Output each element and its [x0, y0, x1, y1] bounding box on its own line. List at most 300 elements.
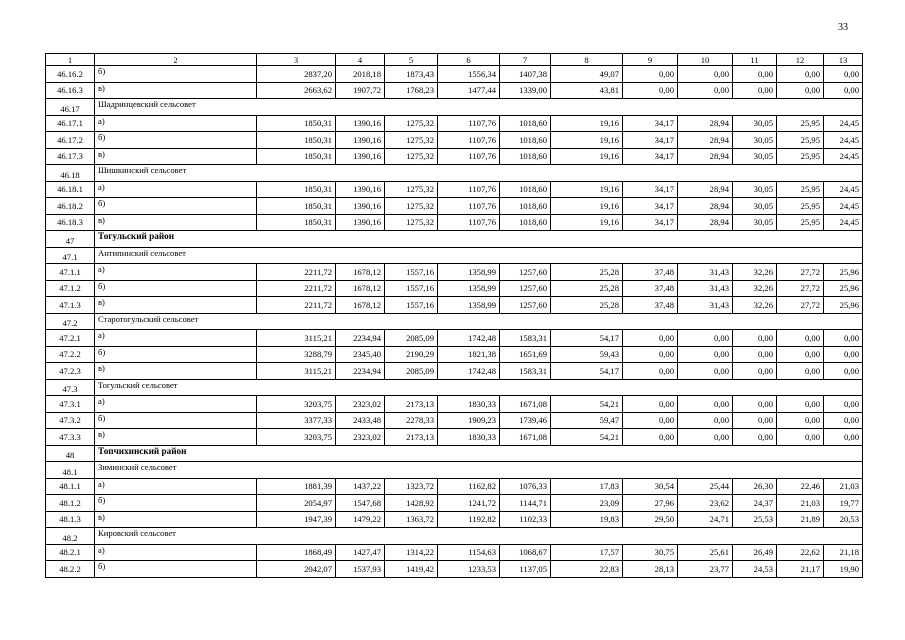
value-cell: 0,00	[678, 346, 733, 363]
column-header: 3	[257, 54, 336, 66]
value-cell: 3203,75	[257, 396, 336, 413]
table-row	[46, 181, 863, 198]
value-cell: 0,00	[623, 363, 678, 380]
value-cell: 25,28	[551, 264, 623, 281]
value-cell: 0,00	[777, 363, 824, 380]
section-code: 48.1	[46, 462, 95, 479]
value-cell: 25,95	[777, 198, 824, 215]
section-row	[46, 313, 863, 330]
value-cell: 0,00	[733, 412, 777, 429]
value-cell: 1830,33	[438, 429, 500, 446]
value-cell: 28,94	[678, 148, 733, 165]
value-cell: 1275,32	[385, 214, 438, 231]
value-cell: 1363,72	[385, 511, 438, 528]
value-cell: 0,00	[623, 412, 678, 429]
row-variant: в)	[95, 363, 257, 380]
row-code: 47.1.2	[46, 280, 95, 297]
value-cell: 28,94	[678, 132, 733, 149]
value-cell: 2085,09	[385, 330, 438, 347]
value-cell: 1257,60	[500, 297, 551, 314]
value-cell: 3288,79	[257, 346, 336, 363]
value-cell: 1107,76	[438, 132, 500, 149]
row-variant: а)	[95, 396, 257, 413]
value-cell: 37,48	[623, 264, 678, 281]
value-cell: 1339,00	[500, 82, 551, 99]
value-cell: 1428,92	[385, 495, 438, 512]
value-cell: 1850,31	[257, 132, 336, 149]
row-variant: б)	[95, 561, 257, 578]
table-row	[46, 346, 863, 363]
table-row	[46, 66, 863, 83]
section-code: 47.1	[46, 247, 95, 264]
value-cell: 19,83	[551, 511, 623, 528]
value-cell: 32,26	[733, 264, 777, 281]
value-cell: 1107,76	[438, 198, 500, 215]
table-body	[46, 66, 863, 578]
value-cell: 25,61	[678, 544, 733, 561]
value-cell: 1358,99	[438, 264, 500, 281]
table-row	[46, 264, 863, 281]
value-cell: 1909,23	[438, 412, 500, 429]
section-title: Тогульский сельсовет	[95, 379, 863, 396]
section-code: 46.18	[46, 165, 95, 182]
value-cell: 0,00	[824, 346, 863, 363]
value-cell: 25,95	[777, 181, 824, 198]
row-variant: б)	[95, 280, 257, 297]
value-cell: 32,26	[733, 280, 777, 297]
value-cell: 1479,22	[336, 511, 385, 528]
row-code: 47.2.2	[46, 346, 95, 363]
value-cell: 0,00	[678, 66, 733, 83]
value-cell: 19,16	[551, 198, 623, 215]
value-cell: 0,00	[623, 429, 678, 446]
value-cell: 0,00	[733, 396, 777, 413]
value-cell: 21,03	[824, 478, 863, 495]
value-cell: 2323,02	[336, 396, 385, 413]
value-cell: 19,16	[551, 181, 623, 198]
value-cell: 1407,38	[500, 66, 551, 83]
tariff-table	[45, 53, 863, 578]
value-cell: 1742,48	[438, 363, 500, 380]
value-cell: 28,13	[623, 561, 678, 578]
row-code: 46.18.3	[46, 214, 95, 231]
table-row	[46, 363, 863, 380]
value-cell: 0,00	[678, 412, 733, 429]
table-row	[46, 544, 863, 561]
value-cell: 1821,38	[438, 346, 500, 363]
value-cell: 1557,16	[385, 297, 438, 314]
value-cell: 28,94	[678, 115, 733, 132]
value-cell: 1768,23	[385, 82, 438, 99]
district-code: 48	[46, 445, 95, 462]
section-row	[46, 247, 863, 264]
value-cell: 1557,16	[385, 280, 438, 297]
table-row	[46, 214, 863, 231]
value-cell: 21,89	[777, 511, 824, 528]
value-cell: 2433,48	[336, 412, 385, 429]
table-row	[46, 132, 863, 149]
value-cell: 0,00	[824, 66, 863, 83]
value-cell: 54,21	[551, 396, 623, 413]
value-cell: 25,28	[551, 297, 623, 314]
column-header: 4	[336, 54, 385, 66]
value-cell: 2234,94	[336, 363, 385, 380]
value-cell: 24,45	[824, 148, 863, 165]
value-cell: 1107,76	[438, 148, 500, 165]
value-cell: 23,77	[678, 561, 733, 578]
value-cell: 19,16	[551, 132, 623, 149]
value-cell: 25,44	[678, 478, 733, 495]
value-cell: 31,43	[678, 264, 733, 281]
value-cell: 0,00	[678, 363, 733, 380]
value-cell: 26,49	[733, 544, 777, 561]
value-cell: 1107,76	[438, 115, 500, 132]
row-variant: б)	[95, 66, 257, 83]
table-row	[46, 82, 863, 99]
value-cell: 1275,32	[385, 198, 438, 215]
column-header: 11	[733, 54, 777, 66]
value-cell: 1018,60	[500, 198, 551, 215]
table-row	[46, 429, 863, 446]
value-cell: 0,00	[678, 396, 733, 413]
value-cell: 25,53	[733, 511, 777, 528]
value-cell: 1419,42	[385, 561, 438, 578]
value-cell: 0,00	[678, 82, 733, 99]
value-cell: 24,45	[824, 214, 863, 231]
value-cell: 3115,21	[257, 363, 336, 380]
row-variant: в)	[95, 511, 257, 528]
value-cell: 1881,39	[257, 478, 336, 495]
value-cell: 1233,53	[438, 561, 500, 578]
row-code: 46.18.2	[46, 198, 95, 215]
value-cell: 1556,34	[438, 66, 500, 83]
value-cell: 19,16	[551, 148, 623, 165]
table-row	[46, 330, 863, 347]
row-variant: в)	[95, 429, 257, 446]
value-cell: 1102,33	[500, 511, 551, 528]
row-variant: в)	[95, 297, 257, 314]
value-cell: 34,17	[623, 115, 678, 132]
row-code: 48.2.1	[46, 544, 95, 561]
value-cell: 0,00	[824, 363, 863, 380]
value-cell: 0,00	[733, 330, 777, 347]
row-variant: б)	[95, 412, 257, 429]
value-cell: 1275,32	[385, 181, 438, 198]
row-code: 46.16.3	[46, 82, 95, 99]
value-cell: 34,17	[623, 132, 678, 149]
value-cell: 22,46	[777, 478, 824, 495]
row-variant: в)	[95, 148, 257, 165]
value-cell: 1390,16	[336, 148, 385, 165]
value-cell: 0,00	[824, 429, 863, 446]
row-code: 47.1.3	[46, 297, 95, 314]
value-cell: 2211,72	[257, 264, 336, 281]
row-variant: б)	[95, 346, 257, 363]
value-cell: 0,00	[777, 66, 824, 83]
section-title: Шадринцевский сельсовет	[95, 99, 863, 116]
value-cell: 59,47	[551, 412, 623, 429]
value-cell: 0,00	[777, 412, 824, 429]
value-cell: 2173,13	[385, 396, 438, 413]
value-cell: 1739,46	[500, 412, 551, 429]
value-cell: 0,00	[824, 396, 863, 413]
value-cell: 30,54	[623, 478, 678, 495]
value-cell: 0,00	[777, 330, 824, 347]
value-cell: 24,37	[733, 495, 777, 512]
value-cell: 0,00	[623, 82, 678, 99]
column-header: 1	[46, 54, 95, 66]
value-cell: 1018,60	[500, 132, 551, 149]
value-cell: 1850,31	[257, 198, 336, 215]
value-cell: 17,83	[551, 478, 623, 495]
table-row	[46, 297, 863, 314]
value-cell: 54,17	[551, 363, 623, 380]
value-cell: 2190,29	[385, 346, 438, 363]
value-cell: 0,00	[733, 363, 777, 380]
value-cell: 0,00	[623, 396, 678, 413]
value-cell: 0,00	[824, 330, 863, 347]
value-cell: 24,45	[824, 181, 863, 198]
row-code: 48.1.2	[46, 495, 95, 512]
value-cell: 1018,60	[500, 214, 551, 231]
value-cell: 1427,47	[336, 544, 385, 561]
value-cell: 1154,63	[438, 544, 500, 561]
row-code: 46.18.1	[46, 181, 95, 198]
value-cell: 1275,32	[385, 132, 438, 149]
value-cell: 1830,33	[438, 396, 500, 413]
row-variant: в)	[95, 214, 257, 231]
value-cell: 27,96	[623, 495, 678, 512]
row-code: 47.1.1	[46, 264, 95, 281]
value-cell: 22,83	[551, 561, 623, 578]
value-cell: 28,94	[678, 214, 733, 231]
value-cell: 2085,09	[385, 363, 438, 380]
value-cell: 27,72	[777, 280, 824, 297]
value-cell: 25,96	[824, 280, 863, 297]
value-cell: 1076,33	[500, 478, 551, 495]
column-header: 10	[678, 54, 733, 66]
value-cell: 21,17	[777, 561, 824, 578]
section-row	[46, 379, 863, 396]
section-title: Антипинский сельсовет	[95, 247, 863, 264]
row-code: 46.17.2	[46, 132, 95, 149]
value-cell: 1437,22	[336, 478, 385, 495]
value-cell: 2054,97	[257, 495, 336, 512]
value-cell: 1742,48	[438, 330, 500, 347]
value-cell: 31,43	[678, 297, 733, 314]
table-row	[46, 396, 863, 413]
value-cell: 1107,76	[438, 214, 500, 231]
value-cell: 1018,60	[500, 115, 551, 132]
value-cell: 23,62	[678, 495, 733, 512]
value-cell: 1018,60	[500, 181, 551, 198]
value-cell: 26,30	[733, 478, 777, 495]
section-row	[46, 462, 863, 479]
section-code: 48.2	[46, 528, 95, 545]
value-cell: 1390,16	[336, 198, 385, 215]
value-cell: 2345,40	[336, 346, 385, 363]
section-row	[46, 528, 863, 545]
value-cell: 24,53	[733, 561, 777, 578]
value-cell: 1850,31	[257, 181, 336, 198]
row-code: 47.2.3	[46, 363, 95, 380]
row-variant: а)	[95, 478, 257, 495]
district-title: Топчихинский район	[95, 445, 863, 462]
value-cell: 2211,72	[257, 297, 336, 314]
row-variant: а)	[95, 330, 257, 347]
value-cell: 25,96	[824, 297, 863, 314]
section-title: Старотогульский сельсовет	[95, 313, 863, 330]
value-cell: 2663,62	[257, 82, 336, 99]
table-row	[46, 511, 863, 528]
value-cell: 43,81	[551, 82, 623, 99]
row-code: 47.3.1	[46, 396, 95, 413]
section-code: 46.17	[46, 99, 95, 116]
value-cell: 1275,32	[385, 115, 438, 132]
value-cell: 30,05	[733, 214, 777, 231]
table-row	[46, 198, 863, 215]
table-row	[46, 115, 863, 132]
district-row	[46, 231, 863, 248]
value-cell: 30,05	[733, 148, 777, 165]
value-cell: 0,00	[733, 66, 777, 83]
table-row	[46, 280, 863, 297]
value-cell: 30,75	[623, 544, 678, 561]
column-header: 13	[824, 54, 863, 66]
value-cell: 1868,49	[257, 544, 336, 561]
value-cell: 24,45	[824, 198, 863, 215]
value-cell: 0,00	[733, 429, 777, 446]
value-cell: 19,16	[551, 214, 623, 231]
value-cell: 22,62	[777, 544, 824, 561]
row-variant: в)	[95, 82, 257, 99]
value-cell: 0,00	[623, 66, 678, 83]
section-title: Шишкинский сельсовет	[95, 165, 863, 182]
value-cell: 21,18	[824, 544, 863, 561]
table-row	[46, 412, 863, 429]
value-cell: 1275,32	[385, 148, 438, 165]
section-code: 47.3	[46, 379, 95, 396]
row-variant: а)	[95, 115, 257, 132]
row-code: 46.17.3	[46, 148, 95, 165]
value-cell: 24,45	[824, 132, 863, 149]
value-cell: 1390,16	[336, 214, 385, 231]
column-header: 2	[95, 54, 257, 66]
district-row	[46, 445, 863, 462]
value-cell: 19,90	[824, 561, 863, 578]
value-cell: 30,05	[733, 132, 777, 149]
value-cell: 2173,13	[385, 429, 438, 446]
section-row	[46, 99, 863, 116]
value-cell: 2234,94	[336, 330, 385, 347]
value-cell: 1358,99	[438, 280, 500, 297]
value-cell: 20,53	[824, 511, 863, 528]
value-cell: 3203,75	[257, 429, 336, 446]
value-cell: 1257,60	[500, 264, 551, 281]
district-code: 47	[46, 231, 95, 248]
value-cell: 28,94	[678, 198, 733, 215]
value-cell: 0,00	[678, 330, 733, 347]
value-cell: 1850,31	[257, 115, 336, 132]
column-header: 7	[500, 54, 551, 66]
value-cell: 1557,16	[385, 264, 438, 281]
row-variant: б)	[95, 495, 257, 512]
value-cell: 28,94	[678, 181, 733, 198]
value-cell: 1068,67	[500, 544, 551, 561]
table-row	[46, 561, 863, 578]
column-header: 6	[438, 54, 500, 66]
value-cell: 3377,33	[257, 412, 336, 429]
value-cell: 34,17	[623, 181, 678, 198]
value-cell: 1323,72	[385, 478, 438, 495]
value-cell: 27,72	[777, 264, 824, 281]
value-cell: 0,00	[777, 82, 824, 99]
value-cell: 1850,31	[257, 214, 336, 231]
value-cell: 1390,16	[336, 132, 385, 149]
value-cell: 27,72	[777, 297, 824, 314]
value-cell: 1241,72	[438, 495, 500, 512]
row-code: 46.17.1	[46, 115, 95, 132]
value-cell: 17,57	[551, 544, 623, 561]
row-code: 46.16.2	[46, 66, 95, 83]
value-cell: 1873,43	[385, 66, 438, 83]
value-cell: 1547,68	[336, 495, 385, 512]
value-cell: 1651,69	[500, 346, 551, 363]
value-cell: 37,48	[623, 297, 678, 314]
value-cell: 30,05	[733, 198, 777, 215]
row-code: 48.1.3	[46, 511, 95, 528]
value-cell: 37,48	[623, 280, 678, 297]
value-cell: 1018,60	[500, 148, 551, 165]
value-cell: 1671,08	[500, 396, 551, 413]
row-variant: а)	[95, 544, 257, 561]
row-variant: б)	[95, 198, 257, 215]
value-cell: 25,96	[824, 264, 863, 281]
row-code: 47.3.3	[46, 429, 95, 446]
value-cell: 25,28	[551, 280, 623, 297]
value-cell: 30,05	[733, 181, 777, 198]
value-cell: 1192,82	[438, 511, 500, 528]
value-cell: 1671,08	[500, 429, 551, 446]
value-cell: 0,00	[623, 330, 678, 347]
value-cell: 1257,60	[500, 280, 551, 297]
value-cell: 1537,93	[336, 561, 385, 578]
value-cell: 3115,21	[257, 330, 336, 347]
table-header-row	[46, 54, 863, 66]
value-cell: 29,50	[623, 511, 678, 528]
value-cell: 0,00	[824, 412, 863, 429]
value-cell: 30,05	[733, 115, 777, 132]
value-cell: 1850,31	[257, 148, 336, 165]
section-code: 47.2	[46, 313, 95, 330]
value-cell: 25,95	[777, 214, 824, 231]
value-cell: 1137,05	[500, 561, 551, 578]
value-cell: 25,95	[777, 115, 824, 132]
value-cell: 1358,99	[438, 297, 500, 314]
value-cell: 54,21	[551, 429, 623, 446]
value-cell: 21,03	[777, 495, 824, 512]
value-cell: 2042,07	[257, 561, 336, 578]
table-row	[46, 495, 863, 512]
row-variant: а)	[95, 264, 257, 281]
value-cell: 25,95	[777, 148, 824, 165]
value-cell: 2018,18	[336, 66, 385, 83]
value-cell: 0,00	[777, 346, 824, 363]
value-cell: 1162,82	[438, 478, 500, 495]
row-code: 47.3.2	[46, 412, 95, 429]
value-cell: 24,71	[678, 511, 733, 528]
section-title: Кировский сельсовет	[95, 528, 863, 545]
